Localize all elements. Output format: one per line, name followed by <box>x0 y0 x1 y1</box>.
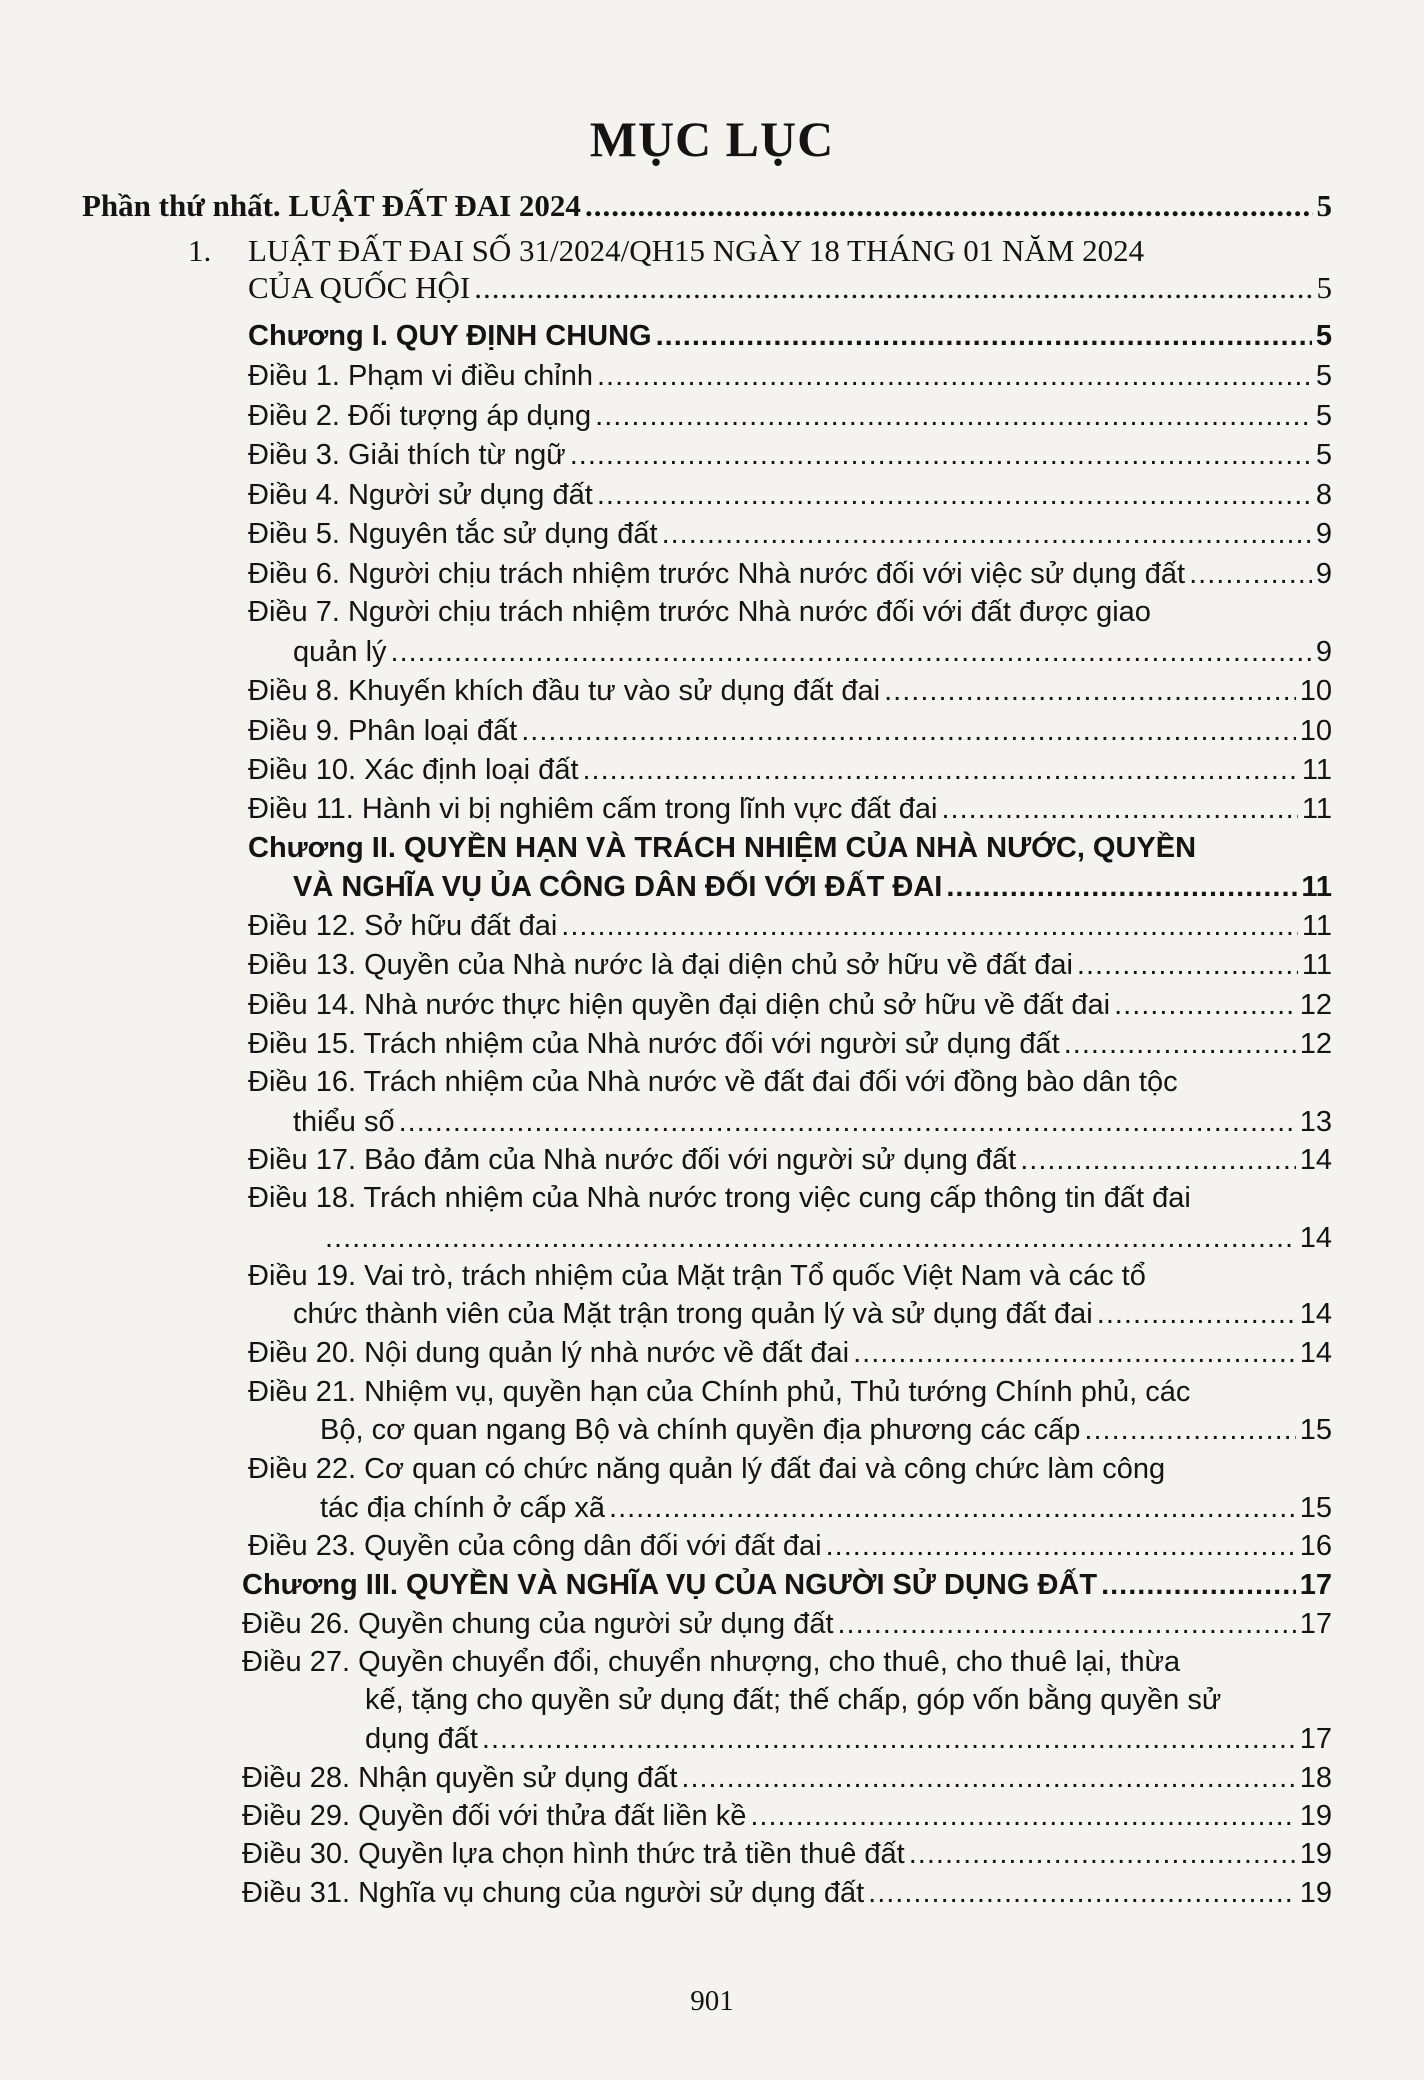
toc-article-29[interactable] <box>242 1802 1332 1831</box>
toc-article-30[interactable] <box>242 1840 1332 1869</box>
toc-part-1[interactable] <box>82 190 1332 221</box>
toc-article-17[interactable] <box>248 1146 1332 1175</box>
toc-article-text: Điều 10. Xác định loại đất <box>248 754 579 786</box>
dot-leader <box>681 1764 1295 1793</box>
toc-page-number: 19 <box>1299 1800 1332 1832</box>
toc-page-number: 12 <box>1299 989 1332 1021</box>
toc-page-number: 14 <box>1299 1298 1332 1330</box>
toc-article-19-line1[interactable]: Điều 19. Vai trò, trách nhiệm của Mặt trận Tổ quốc Việt Nam và các tổ <box>248 1260 1146 1292</box>
toc-page-number: 17 <box>1299 1569 1332 1601</box>
dot-leader <box>597 481 1312 510</box>
dot-leader <box>853 1339 1296 1368</box>
toc-article-text: Điều 15. Trách nhiệm của Nhà nước đối với người sử dụng đất <box>248 1028 1060 1060</box>
toc-article-text: Điều 14. Nhà nước thực hiện quyền đại diện chủ sở hữu về đất đai <box>248 989 1111 1021</box>
toc-page-number: 14 <box>1299 1144 1332 1176</box>
toc-article-12[interactable] <box>248 912 1332 941</box>
toc-chapter-2[interactable] <box>293 873 1332 902</box>
dot-leader <box>1101 1571 1296 1600</box>
toc-article-1[interactable] <box>248 362 1332 391</box>
dot-leader <box>325 1224 1296 1253</box>
toc-chapter-text: Chương I. QUY ĐỊNH CHUNG <box>248 320 652 352</box>
toc-article-text: quản lý <box>293 636 387 668</box>
toc-article-text: Điều 28. Nhận quyền sử dụng đất <box>242 1762 678 1794</box>
toc-page-number: 19 <box>1299 1877 1332 1909</box>
toc-page-number: 13 <box>1299 1106 1332 1138</box>
toc-page-number: 15 <box>1299 1414 1332 1446</box>
toc-page-number: 9 <box>1315 558 1332 590</box>
toc-page-number: 17 <box>1299 1723 1332 1755</box>
dot-leader <box>1077 951 1298 980</box>
toc-page-number: 17 <box>1299 1608 1332 1640</box>
dot-leader <box>1064 1030 1296 1059</box>
toc-article-27[interactable] <box>365 1725 1332 1754</box>
toc-article-26[interactable] <box>242 1610 1332 1639</box>
toc-law-line2: CỦA QUỐC HỘI <box>248 270 471 305</box>
toc-article-text: Điều 6. Người chịu trách nhiệm trước Nhà nước đối với việc sử dụng đất <box>248 558 1186 590</box>
toc-page-number: 9 <box>1315 636 1332 668</box>
toc-article-16-line1[interactable]: Điều 16. Trách nhiệm của Nhà nước về đất đai đối với đồng bào dân tộc <box>248 1066 1178 1098</box>
dot-leader <box>826 1532 1296 1561</box>
toc-page-number: 11 <box>1301 754 1332 786</box>
toc-article-14[interactable] <box>248 991 1332 1020</box>
toc-article-7-line1[interactable]: Điều 7. Người chịu trách nhiệm trước Nhà nước đối với đất được giao <box>248 596 1151 628</box>
toc-page-number: 5 <box>1315 320 1332 352</box>
toc-article-27-line2[interactable]: kế, tặng cho quyền sử dụng đất; thế chấp, góp vốn bằng quyền sử <box>365 1684 1222 1716</box>
dot-leader <box>595 402 1312 431</box>
toc-article-22-line1[interactable]: Điều 22. Cơ quan có chức năng quản lý đất đai và công chức làm công <box>248 1453 1166 1485</box>
toc-article-text: Điều 30. Quyền lựa chọn hình thức trả tiền thuê đất <box>242 1838 905 1870</box>
toc-article-23[interactable] <box>248 1532 1332 1561</box>
toc-article-text: Điều 17. Bảo đảm của Nhà nước đối với người sử dụng đất <box>248 1144 1017 1176</box>
toc-article-4[interactable] <box>248 481 1332 510</box>
toc-article-13[interactable] <box>248 951 1332 980</box>
toc-article-10[interactable] <box>248 756 1332 785</box>
toc-chapter-text: VÀ NGHĨA VỤ ỦA CÔNG DÂN ĐỐI VỚI ĐẤT ĐAI <box>293 871 943 903</box>
dot-leader <box>1084 1416 1295 1445</box>
toc-article-text: Điều 13. Quyền của Nhà nước là đại diện chủ sở hữu về đất đai <box>248 949 1073 981</box>
toc-article-text: Điều 26. Quyền chung của người sử dụng đất <box>242 1608 834 1640</box>
toc-article-text: thiểu số <box>293 1106 395 1138</box>
page-title: MỤC LỤC <box>589 111 835 167</box>
toc-law-1[interactable] <box>248 272 1332 303</box>
toc-article-18-line1[interactable]: Điều 18. Trách nhiệm của Nhà nước trong việc cung cấp thông tin đất đai <box>248 1182 1191 1214</box>
toc-article-text: Điều 1. Phạm vi điều chỉnh <box>248 360 593 392</box>
toc-part-text: Phần thứ nhất. LUẬT ĐẤT ĐAI 2024 <box>82 188 581 223</box>
toc-article-6[interactable] <box>248 560 1332 589</box>
toc-article-text: Điều 5. Nguyên tắc sử dụng đất <box>248 518 658 550</box>
toc-article-9[interactable] <box>248 717 1332 746</box>
toc-page-number: 15 <box>1299 1492 1332 1524</box>
toc-article-text: dụng đất <box>365 1723 478 1755</box>
toc-page-number: 9 <box>1315 518 1332 550</box>
dot-leader <box>399 1108 1296 1137</box>
toc-page-number: 11 <box>1301 871 1332 903</box>
dot-leader <box>482 1725 1296 1754</box>
toc-article-20[interactable] <box>248 1339 1332 1368</box>
dot-leader <box>583 756 1298 785</box>
dot-leader <box>941 795 1297 824</box>
toc-chapter-1[interactable] <box>248 322 1332 351</box>
toc-article-15[interactable] <box>248 1030 1332 1059</box>
toc-article-2[interactable] <box>248 402 1332 431</box>
dot-leader <box>521 717 1295 746</box>
dot-leader <box>597 362 1312 391</box>
toc-page-number: 8 <box>1315 479 1332 511</box>
dot-leader <box>662 520 1312 549</box>
toc-article-31[interactable] <box>242 1879 1332 1908</box>
dot-leader <box>656 322 1312 351</box>
toc-page-number: 5 <box>1315 439 1332 471</box>
toc-article-5[interactable] <box>248 520 1332 549</box>
toc-article-text: Điều 31. Nghĩa vụ chung của người sử dụng đất <box>242 1877 865 1909</box>
toc-page-number: 5 <box>1316 270 1332 305</box>
toc-article-21[interactable] <box>320 1416 1332 1445</box>
toc-article-3[interactable] <box>248 441 1332 470</box>
dot-leader <box>1189 560 1312 589</box>
toc-article-text: Bộ, cơ quan ngang Bộ và chính quyền địa phương các cấp <box>320 1414 1081 1446</box>
toc-page-number: 10 <box>1299 675 1332 707</box>
toc-article-27-line1[interactable]: Điều 27. Quyền chuyển đổi, chuyển nhượng, cho thuê, cho thuê lại, thừa <box>242 1646 1181 1678</box>
toc-article-18[interactable] <box>293 1224 1332 1253</box>
dot-leader <box>391 638 1312 667</box>
dot-leader <box>909 1840 1296 1869</box>
dot-leader <box>1020 1146 1296 1175</box>
toc-page-number: 10 <box>1299 715 1332 747</box>
toc-article-text: Điều 4. Người sử dụng đất <box>248 479 593 511</box>
toc-law-line1[interactable]: LUẬT ĐẤT ĐAI SỐ 31/2024/QH15 NGÀY 18 THÁNG 01 NĂM 2024 <box>248 233 1145 268</box>
dot-leader <box>609 1494 1296 1523</box>
toc-page-number: 14 <box>1299 1222 1332 1254</box>
toc-page-number: 12 <box>1299 1028 1332 1060</box>
dot-leader <box>868 1879 1296 1908</box>
dot-leader <box>570 441 1312 470</box>
toc-page-number: 11 <box>1301 793 1332 825</box>
toc-article-text: chức thành viên của Mặt trận trong quản lý và sử dụng đất đai <box>293 1298 1093 1330</box>
toc-page-number: 5 <box>1316 188 1332 223</box>
toc-article-text: Điều 9. Phân loại đất <box>248 715 518 747</box>
toc-chapter-text: Chương III. QUYỀN VÀ NGHĨA VỤ CỦA NGƯỜI SỬ DỤNG ĐẤT <box>242 1569 1098 1601</box>
dot-leader <box>1114 991 1296 1020</box>
dot-leader <box>946 873 1297 902</box>
toc-article-text: Điều 3. Giải thích từ ngữ <box>248 439 566 471</box>
toc-chapter-2-line1[interactable]: Chương II. QUYỀN HẠN VÀ TRÁCH NHIỆM CỦA NHÀ NƯỚC, QUYỀN <box>248 832 1197 864</box>
page-number-footer: 901 <box>690 1985 734 2017</box>
dot-leader <box>838 1610 1296 1639</box>
toc-article-7[interactable] <box>293 638 1332 667</box>
toc-law-number: 1. <box>188 233 212 268</box>
toc-page-number: 18 <box>1299 1762 1332 1794</box>
toc-chapter-3[interactable] <box>242 1571 1332 1600</box>
toc-page-number: 5 <box>1315 360 1332 392</box>
toc-article-11[interactable] <box>248 795 1332 824</box>
dot-leader <box>474 272 1312 303</box>
toc-article-text: tác địa chính ở cấp xã <box>320 1492 606 1524</box>
toc-article-text: Điều 20. Nội dung quản lý nhà nước về đất đai <box>248 1337 850 1369</box>
toc-article-28[interactable] <box>242 1764 1332 1793</box>
dot-leader <box>585 190 1313 221</box>
toc-article-text: Điều 11. Hành vi bị nghiêm cấm trong lĩnh vực đất đai <box>248 793 938 825</box>
toc-page-number: 14 <box>1299 1337 1332 1369</box>
toc-page-number: 11 <box>1301 949 1332 981</box>
toc-article-22[interactable] <box>320 1494 1332 1523</box>
toc-page-number: 11 <box>1301 910 1332 942</box>
toc-article-text: Điều 8. Khuyến khích đầu tư vào sử dụng đất đai <box>248 675 881 707</box>
dot-leader <box>884 677 1296 706</box>
toc-article-16[interactable] <box>293 1108 1332 1137</box>
toc-article-21-line1[interactable]: Điều 21. Nhiệm vụ, quyền hạn của Chính phủ, Thủ tướng Chính phủ, các <box>248 1376 1191 1408</box>
toc-page-number: 5 <box>1315 400 1332 432</box>
toc-article-19[interactable] <box>293 1300 1332 1329</box>
dot-leader <box>750 1802 1295 1831</box>
dot-leader <box>561 912 1298 941</box>
toc-article-text: Điều 29. Quyền đối với thửa đất liền kề <box>242 1800 747 1832</box>
toc-article-text: Điều 23. Quyền của công dân đối với đất đai <box>248 1530 822 1562</box>
toc-page-number: 19 <box>1299 1838 1332 1870</box>
toc-article-8[interactable] <box>248 677 1332 706</box>
toc-page-number: 16 <box>1299 1530 1332 1562</box>
toc-article-text: Điều 12. Sở hữu đất đai <box>248 910 558 942</box>
dot-leader <box>1097 1300 1296 1329</box>
toc-article-text: Điều 2. Đối tượng áp dụng <box>248 400 592 432</box>
